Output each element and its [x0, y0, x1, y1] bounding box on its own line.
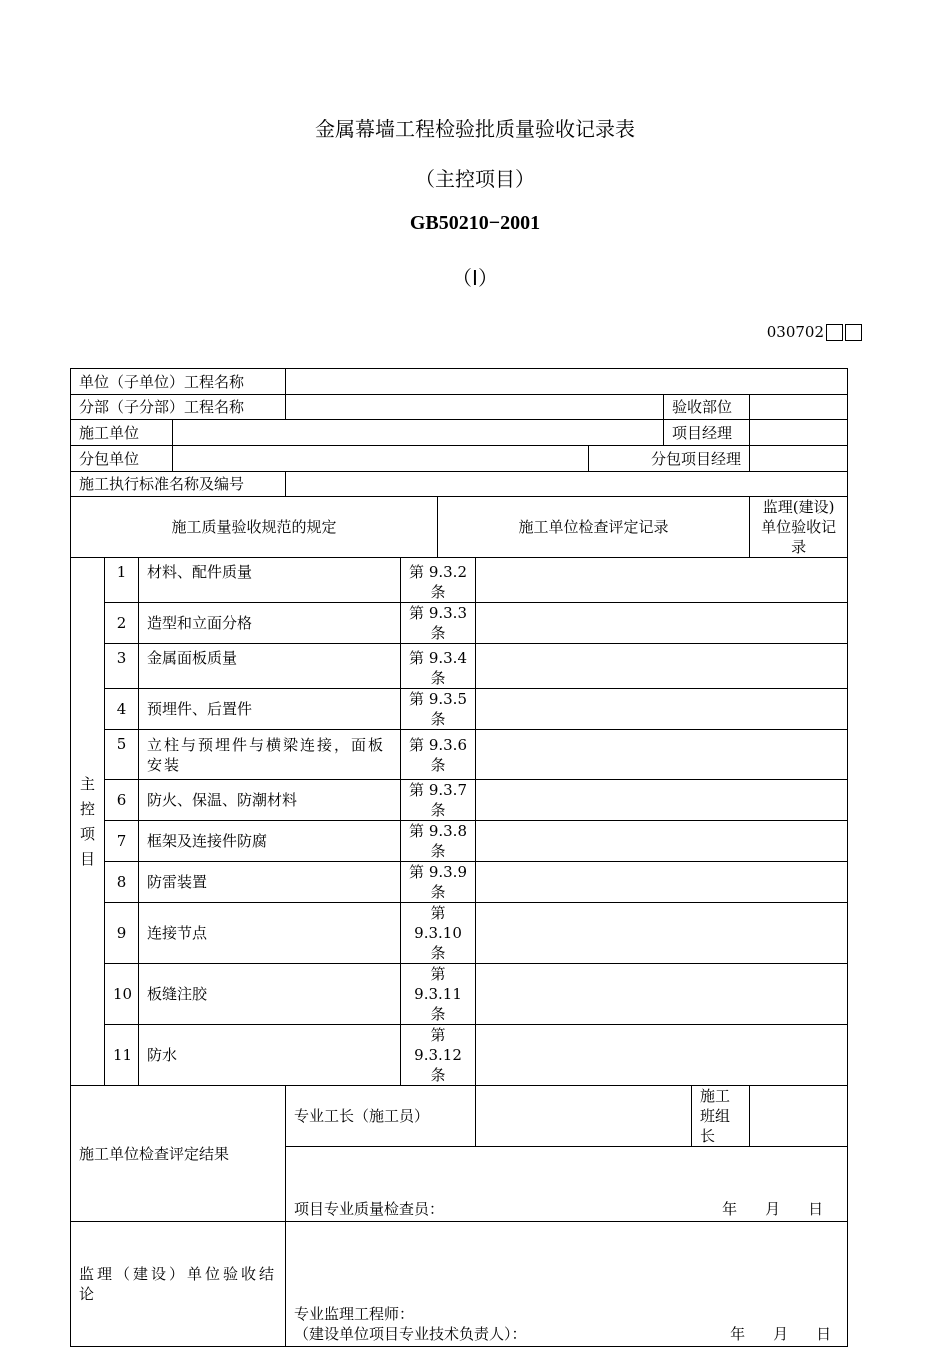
item-6-clause: 第 9.3.7 条 — [401, 780, 476, 821]
item-11-clause: 第 9.3.12 条 — [401, 1025, 476, 1086]
item-8-check-record[interactable] — [476, 862, 848, 903]
item-4-clause: 第 9.3.5 条 — [401, 689, 476, 730]
supervision-conclusion-text: 监理（建设）单位验收结论 — [79, 1265, 278, 1303]
construction-unit-field[interactable] — [173, 420, 664, 446]
form-code-number: 030702 — [766, 323, 824, 341]
owner-day: 日 — [816, 1325, 832, 1343]
owner-date — [702, 1324, 839, 1344]
code-checkbox-2[interactable] — [845, 324, 862, 341]
subcontract-unit-field[interactable] — [173, 446, 589, 472]
inspector-date — [694, 1199, 839, 1219]
item-7-name: 框架及连接件防腐 — [139, 821, 401, 862]
item-9-clause: 第 9.3.10 条 — [401, 903, 476, 964]
project-manager-label: 项目经理 — [664, 420, 750, 446]
foreman-label: 专业工长（施工员） — [286, 1086, 476, 1147]
item-5-check-record[interactable] — [476, 730, 848, 780]
supervision-conclusion-label — [71, 1222, 286, 1347]
item-10-check-record[interactable] — [476, 964, 848, 1025]
subcontract-manager-label: 分包项目经理 — [589, 446, 750, 472]
foreman-field[interactable] — [476, 1086, 692, 1147]
inspector-sign-row — [294, 1199, 839, 1219]
check-result-field[interactable] — [286, 1147, 848, 1222]
owner-year: 年 — [730, 1325, 746, 1343]
item-1-name: 材料、配件质量 — [139, 558, 401, 603]
item-5-clause: 第 9.3.6 条 — [401, 730, 476, 780]
item-3-name: 金属面板质量 — [139, 644, 401, 689]
supervision-record-column-header: 监理(建设)单位验收记录 — [750, 497, 848, 558]
item-4-no: 4 — [105, 689, 139, 730]
item-2-name: 造型和立面分格 — [139, 603, 401, 644]
item-10-clause: 第 9.3.11 条 — [401, 964, 476, 1025]
form-part: （Ⅰ） — [452, 266, 498, 290]
form-title: 金属幕墙工程检验批质量验收记录表 — [315, 117, 635, 141]
inspection-record-table — [70, 368, 848, 1347]
item-8-no: 8 — [105, 862, 139, 903]
main-items-label — [71, 558, 105, 1086]
check-result-label: 施工单位检查评定结果 — [71, 1086, 286, 1222]
item-2-clause: 第 9.3.3 条 — [401, 603, 476, 644]
owner-tech-label: （建设单位项目专业技术负责人）： — [294, 1325, 527, 1343]
standard-name-field[interactable] — [286, 472, 848, 497]
item-7-no: 7 — [105, 821, 139, 862]
item-8-clause: 第 9.3.9 条 — [401, 862, 476, 903]
inspector-year: 年 — [722, 1200, 738, 1218]
item-10-no: 10 — [105, 964, 139, 1025]
item-5-no: 5 — [105, 730, 139, 780]
item-4-check-record[interactable] — [476, 689, 848, 730]
item-4-name: 预埋件、后置件 — [139, 689, 401, 730]
item-1-check-record[interactable] — [476, 558, 848, 603]
item-3-check-record[interactable] — [476, 644, 848, 689]
item-11-no: 11 — [105, 1025, 139, 1086]
standard-code: GB50210−2001 — [409, 212, 541, 234]
construction-unit-label: 施工单位 — [71, 420, 173, 446]
item-7-check-record[interactable] — [476, 821, 848, 862]
item-1-clause: 第 9.3.2 条 — [401, 558, 476, 603]
item-8-name: 防雷装置 — [139, 862, 401, 903]
item-1-no: 1 — [105, 558, 139, 603]
owner-month: 月 — [773, 1325, 789, 1343]
code-checkbox-1[interactable] — [826, 324, 843, 341]
subcontract-unit-label: 分包单位 — [71, 446, 173, 472]
item-11-check-record[interactable] — [476, 1025, 848, 1086]
inspector-day: 日 — [808, 1200, 824, 1218]
item-10-name: 板缝注胶 — [139, 964, 401, 1025]
item-11-name: 防水 — [139, 1025, 401, 1086]
supervision-conclusion-field[interactable] — [286, 1222, 848, 1347]
item-9-no: 9 — [105, 903, 139, 964]
subproject-name-label: 分部（子分部）工程名称 — [71, 395, 286, 420]
quality-inspector-label: 项目专业质量检查员： — [294, 1200, 445, 1218]
form-code — [767, 323, 862, 341]
team-leader-label: 施工班组长 — [692, 1086, 750, 1147]
inspector-month: 月 — [765, 1200, 781, 1218]
project-name-field[interactable] — [286, 369, 848, 395]
project-name-label: 单位（子单位）工程名称 — [71, 369, 286, 395]
item-2-check-record[interactable] — [476, 603, 848, 644]
team-leader-field[interactable] — [750, 1086, 848, 1147]
item-6-name: 防火、保温、防潮材料 — [139, 780, 401, 821]
item-5-name: 立柱与预埋件与横梁连接，面板安装 — [139, 730, 401, 780]
item-9-name: 连接节点 — [139, 903, 401, 964]
check-record-column-header: 施工单位检查评定记录 — [438, 497, 750, 558]
item-3-clause: 第 9.3.4 条 — [401, 644, 476, 689]
form-subtitle: （主控项目） — [415, 167, 535, 191]
item-6-no: 6 — [105, 780, 139, 821]
supervision-engineer-label: 专业监理工程师： — [294, 1305, 415, 1323]
item-3-no: 3 — [105, 644, 139, 689]
item-9-check-record[interactable] — [476, 903, 848, 964]
spec-column-header: 施工质量验收规范的规定 — [71, 497, 438, 558]
acceptance-part-label: 验收部位 — [664, 395, 750, 420]
project-manager-field[interactable] — [750, 420, 848, 446]
main-items-text: 主控项目 — [80, 774, 96, 868]
standard-name-label: 施工执行标准名称及编号 — [71, 472, 286, 497]
subproject-name-field[interactable] — [286, 395, 664, 420]
subcontract-manager-field[interactable] — [750, 446, 848, 472]
owner-sign-row — [294, 1324, 839, 1344]
acceptance-part-field[interactable] — [750, 395, 848, 420]
item-7-clause: 第 9.3.8 条 — [401, 821, 476, 862]
item-6-check-record[interactable] — [476, 780, 848, 821]
item-2-no: 2 — [105, 603, 139, 644]
